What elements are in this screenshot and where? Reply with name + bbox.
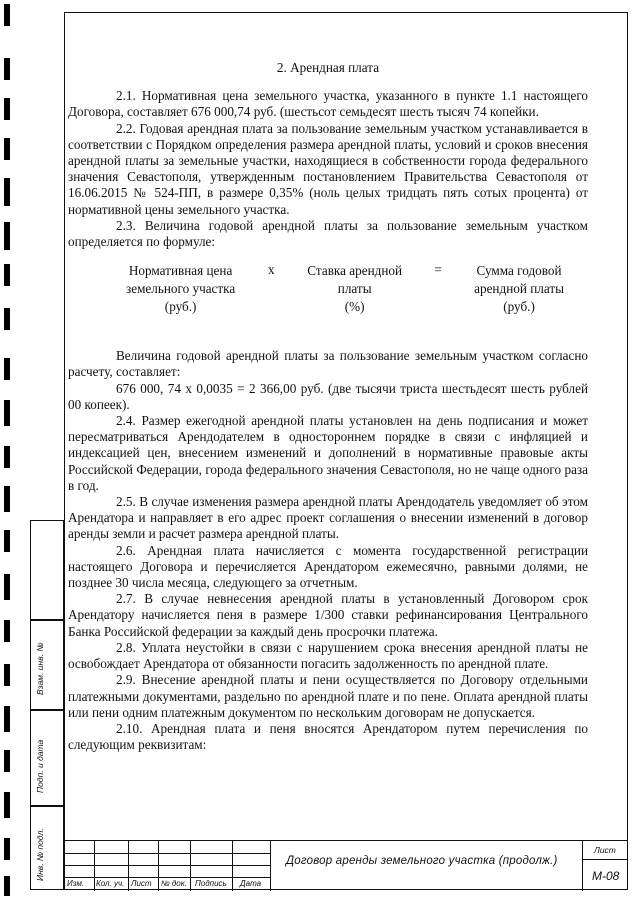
document-body (68, 60, 588, 753)
formula-term2-line3: (%) (344, 299, 365, 315)
col-podpis: Подпись (195, 879, 227, 888)
inv-podl-label: Инв. № подл. (35, 828, 45, 881)
paragraph-calc: 676 000, 74 х 0,0035 = 2 366,00 руб. (две тысячи триста шестьдесят шесть рублей 00 копеек). (68, 380, 588, 412)
formula-term-sum (474, 262, 564, 316)
podp-data-label: Подп. и дата (35, 739, 45, 793)
paragraph-2-1: 2.1. Нормативная цена земельного участка, указанного в пункте 1.1 настоящего Договора, составляет 676 000,74 руб. (шестьсот семьдесят шесть тысяч 74 копейки. (68, 88, 588, 120)
paragraph-2-10: 2.10. Арендная плата и пеня вносятся Арендатором путем перечисления по следующим реквизитам: (68, 720, 588, 753)
formula-term2-line1: Ставка арендной (307, 263, 403, 279)
formula-term3-line1: Сумма годовой (476, 263, 562, 279)
side-stamp (30, 520, 64, 890)
paragraph-2-8: 2.8. Уплата неустойки в связи с нарушением срока внесения арендной платы не освобождает Арендатора от обязанности погасить задолженность по арендной плате. (68, 639, 588, 672)
paragraph-2-2: 2.2. Годовая арендная плата за пользование земельным участком устанавливается в соответствии с Порядком определения размера арендной платы, условий и сроков внесения арендной платы за земельные участки, находящиеся в собственности города федерального значения Севастополя, утвержденным постановлением Правительства Севастополя от 16.06.2015 № 524-ПП, в размере 0,35% (ноль целых тридцать пять сотых процента) от нормативной цены земельного участка. (68, 120, 588, 217)
side-box-empty-top (30, 520, 64, 620)
formula-term3-line3: (руб.) (503, 299, 535, 315)
paragraph-calc-intro: Величина годовой арендной платы за пользование земельным участком согласно расчету, составляет: (68, 348, 588, 380)
paragraph-2-4: 2.4. Размер ежегодной арендной платы установлен на день подписания и может пересматриваться Арендодателем в одностороннем порядке в связи с инфляцией и индексацией цен, внесением изменений и дополнений в нормативные правовые акты Российской Федерации, города федерального значения Севастополя, но не чаще одного раза в год. (68, 413, 588, 493)
formula-term1-line1: Нормативная цена (128, 263, 233, 279)
formula-multiply: х (267, 262, 275, 278)
formula-term-price (126, 262, 235, 316)
list-label: Лист (594, 845, 616, 855)
side-box-podp (30, 710, 64, 806)
col-kol-uch: Кол. уч. (96, 879, 125, 888)
formula-term-rate (307, 262, 402, 316)
formula-term2-line2: платы (337, 281, 372, 297)
binding-marks (4, 0, 12, 904)
paragraph-2-5: 2.5. В случае изменения размера арендной платы Арендодатель уведомляет об этом Арендатора и направляет в его адрес проект соглашения о внесении изменений в договор аренды земли и расчет размера арендной платы. (68, 494, 588, 542)
title-block (64, 840, 628, 891)
paragraph-2-6: 2.6. Арендная плата начисляется с момента государственной регистрации настоящего Договора и перечисляется Арендатором ежемесячно, равными долями, не позднее 30 числа месяца, следующего за отчетным. (68, 542, 588, 591)
col-list: Лист (131, 879, 152, 888)
document-title: Договор аренды земельного участка (продолж.) (286, 855, 558, 867)
formula-term3-line2: арендной платы (474, 281, 564, 297)
col-izm: Изм. (67, 879, 85, 888)
paragraph-2-7: 2.7. В случае невнесения арендной платы в установленный Договором срок Арендатору начисляется пеня в размере 1/300 ставки рефинансирования Центрального Банка Российской федерации за каждый день просрочки платежа. (68, 591, 588, 639)
formula-equals: = (434, 262, 442, 278)
paragraph-2-3: 2.3. Величина годовой арендной платы за пользование земельным участком определяется по формуле: (68, 217, 588, 250)
col-n-dok: № док. (161, 879, 187, 888)
formula-term1-line3: (руб.) (164, 299, 197, 315)
section-title: 2. Арендная плата (276, 60, 380, 75)
sheet-number: М-08 (592, 869, 620, 883)
side-box-inv (30, 806, 64, 890)
col-data: Дата (240, 879, 262, 888)
rent-formula (126, 262, 564, 316)
side-box-vzam (30, 620, 64, 710)
vzam-inv-label: Взам. инв. № (35, 642, 45, 695)
paragraph-2-9: 2.9. Внесение арендной платы и пени осуществляется по Договору отдельными платежными документами, раздельно по арендной плате и по пене. Оплата арендной платы или пени одним платежным документом по нескольким договорам не допускается. (68, 672, 588, 720)
formula-term1-line2: земельного участка (126, 281, 236, 297)
